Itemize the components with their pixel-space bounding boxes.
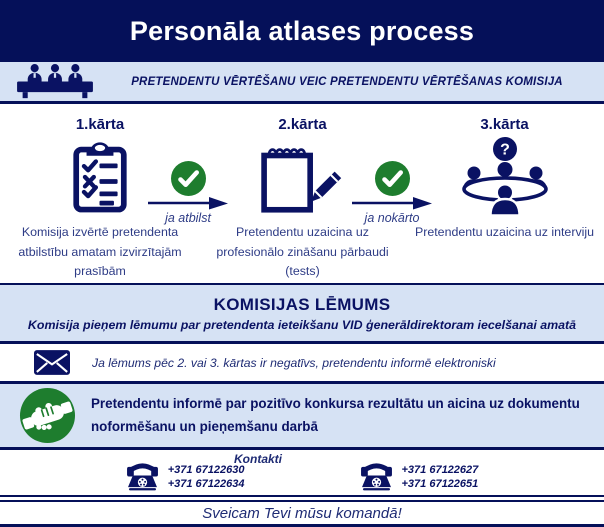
arrow-right-icon	[147, 197, 229, 210]
decision-title: KOMISIJAS LĒMUMS	[213, 294, 391, 314]
stage-3-label: 3.kārta	[480, 116, 529, 133]
stage-3-description: Pretendentu uzaicina uz interviju	[414, 225, 595, 239]
transition-2	[351, 160, 433, 225]
checklist-clipboard-icon	[70, 136, 130, 218]
arrow-right-icon	[351, 197, 433, 210]
committee-banner-text: PRETENDENTU VĒRTĒŠANU VEIC PRETENDENTU VĒRTĒŠANAS KOMISIJA	[131, 75, 563, 88]
stage-1-label: 1.kārta	[75, 116, 125, 133]
committee-banner	[0, 62, 604, 104]
phone-number: +371 67122630	[167, 464, 245, 476]
transition-1	[147, 160, 229, 225]
phone-numbers-right	[402, 464, 479, 490]
negative-note	[0, 344, 604, 384]
phone-numbers-left	[168, 464, 245, 490]
transition-1-label: ja atbilst	[165, 211, 211, 225]
contacts-section	[0, 447, 604, 497]
phone-group-right	[360, 459, 479, 495]
decision-section	[0, 283, 604, 344]
selection-stages	[0, 104, 604, 283]
header	[0, 0, 604, 62]
contacts-title: Kontakti	[234, 452, 282, 466]
positive-note	[0, 384, 604, 447]
footer-banner	[0, 500, 604, 527]
envelope-icon	[34, 350, 70, 375]
stage-2-label: 2.kārta	[278, 116, 327, 133]
phone-icon	[360, 463, 393, 491]
phone-icon	[126, 463, 159, 491]
stage-2-description: Pretendentu uzaicina uz profesionālo zināšanu pārbaudi (tests)	[216, 225, 389, 279]
check-circle-icon	[170, 160, 207, 197]
phone-number: +371 67122627	[401, 464, 479, 476]
negative-note-text: Ja lēmums pēc 2. vai 3. kārtas ir negatīvs, pretendentu informē elektroniski	[92, 355, 496, 370]
check-circle-icon	[374, 160, 411, 197]
notepad-pencil-icon	[260, 136, 346, 218]
footer-text: Sveicam Tevi mūsu komandā!	[202, 504, 402, 522]
handshake-icon	[19, 387, 76, 444]
positive-note-text: Pretendentu informē par pozitīvo konkursa rezultātu un aicina uz dokumentu noformēšanu un pieņemšanu darbā	[91, 396, 580, 434]
phone-number: +371 67122634	[167, 478, 245, 490]
page-title: Personāla atlases process	[129, 15, 475, 46]
phone-number: +371 67122651	[401, 478, 479, 490]
committee-panel-icon	[12, 63, 100, 100]
stage-3	[405, 114, 604, 283]
interview-panel-icon	[458, 136, 552, 218]
question-mark-glyph: ?	[499, 141, 510, 159]
transition-2-label: ja nokārto	[364, 211, 420, 225]
stage-1-description: Komisija izvērtē pretendenta atbilstību amatam izvirzītajām prasībām	[18, 225, 182, 279]
decision-text: Komisija pieņem lēmumu par pretendenta ieteikšanu VID ģenerāldirektoram iecelšanai amatā	[27, 317, 577, 332]
